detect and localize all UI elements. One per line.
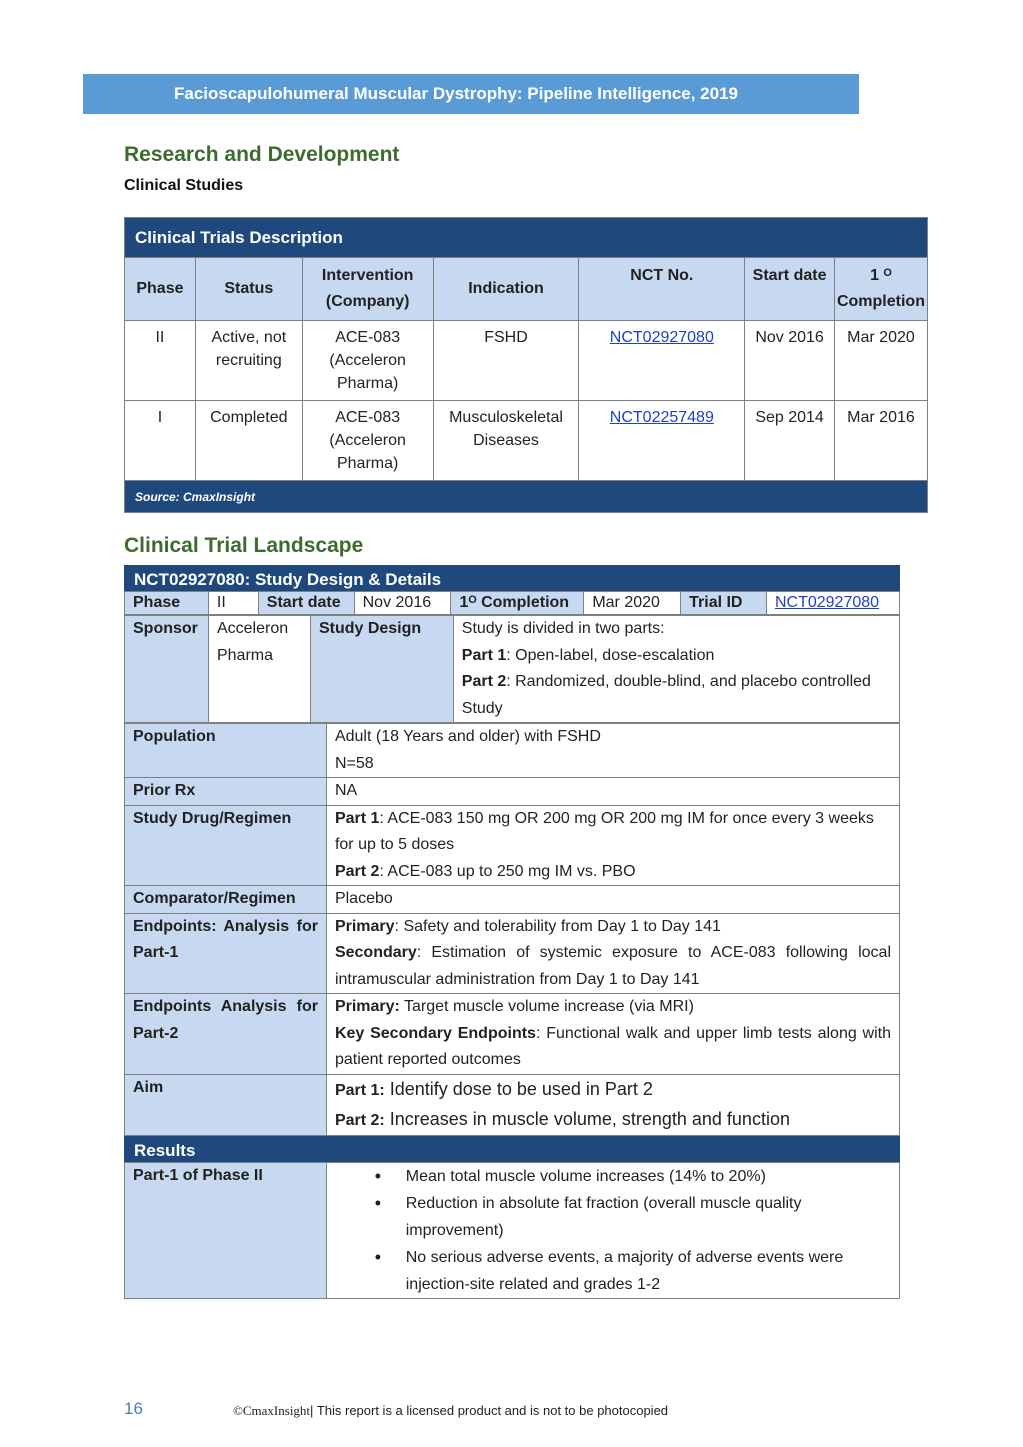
aim-part1-text: Identify dose to be used in Part 2 — [384, 1078, 653, 1099]
start-date-value: Nov 2016 — [354, 592, 451, 615]
study-design-label: Study Design — [310, 616, 453, 723]
cell-status — [195, 321, 302, 401]
status-line: recruiting — [215, 352, 282, 369]
list-item: • Reduction in absolute fat fraction (overall muscle quality improvement) — [365, 1190, 891, 1244]
design-intro: Study is divided in two parts: — [461, 620, 665, 637]
phase-value: II — [208, 592, 258, 615]
status-line: Completed — [210, 409, 288, 426]
page-number: 16 — [124, 1399, 143, 1418]
cell-intervention — [302, 321, 433, 401]
intervention-line: ACE-083 — [335, 409, 401, 426]
ep1-primary-label: Primary — [334, 917, 395, 935]
header-intervention-line1: Intervention — [321, 267, 414, 284]
ep1-secondary-label: Secondary — [334, 944, 417, 961]
intervention-line: (Acceleron — [329, 432, 406, 449]
study-design-value — [453, 616, 899, 723]
aim-part2-label: Part 2: — [334, 1111, 385, 1129]
cell-start-date: Nov 2016 — [745, 321, 835, 401]
regimen-label: Study Drug/Regimen — [125, 805, 327, 886]
cell-completion: Mar 2016 — [834, 401, 927, 481]
header-status: Status — [195, 258, 302, 321]
population-line: N=58 — [334, 754, 374, 772]
header-indication: Indication — [433, 258, 579, 321]
results-value — [326, 1162, 899, 1298]
cell-indication — [433, 321, 579, 401]
aim-part2 — [335, 1105, 891, 1135]
table-source: Source: CmaxInsight — [125, 481, 928, 513]
ep1-secondary — [335, 940, 891, 993]
indication-line: Musculoskeletal — [449, 409, 563, 426]
section-subtitle: Clinical Studies — [124, 177, 244, 194]
footer-brand: ©CmaxInsight — [233, 1403, 311, 1418]
regimen-part1 — [335, 806, 891, 859]
trial-id-link[interactable]: NCT02927080 — [774, 594, 880, 611]
results-list — [335, 1163, 891, 1298]
header-nct: NCT No. — [579, 258, 745, 321]
aim-label: Aim — [125, 1074, 327, 1135]
comparator-label: Comparator/Regimen — [125, 886, 327, 914]
header-completion — [834, 258, 927, 321]
sponsor-label: Sponsor — [125, 616, 209, 723]
design-part1 — [462, 643, 891, 670]
regimen-part2-text: : ACE-083 up to 250 mg IM vs. PBO — [379, 862, 636, 880]
header-completion-line1: 1 ᴼ — [870, 267, 892, 284]
ep1-secondary-text: : Estimation of systemic exposure to ACE-083 following local intramuscular administration from Day 1 to Day 141 — [334, 944, 891, 988]
footer-notice — [233, 1403, 668, 1419]
study-details — [124, 723, 900, 1136]
results-header: Results — [124, 1136, 900, 1162]
completion-value: Mar 2020 — [584, 592, 681, 615]
ep1-primary-text: : Safety and tolerability from Day 1 to Day 141 — [394, 917, 721, 935]
design-part2-label: Part 2 — [461, 673, 507, 690]
cell-nct — [579, 401, 745, 481]
intervention-line: ACE-083 — [335, 329, 401, 346]
regimen-value — [326, 805, 899, 886]
regimen-part1-text: : ACE-083 150 mg OR 200 mg OR 200 mg IM for once every 3 weeks for up to 5 doses — [334, 809, 874, 853]
report-banner: Facioscapulohumeral Muscular Dystrophy: Pipeline Intelligence, 2019 — [83, 74, 859, 114]
study-summary-row — [124, 591, 900, 615]
aim-part1-label: Part 1: — [334, 1081, 385, 1099]
design-part2 — [462, 669, 891, 722]
population-label: Population — [125, 724, 327, 778]
comparator-value: Placebo — [326, 886, 899, 914]
list-item: • Mean total muscle volume increases (14% to 20%) — [365, 1163, 891, 1190]
results-table — [124, 1162, 900, 1299]
footer-separator: | — [310, 1403, 314, 1418]
prior-rx-value: NA — [326, 778, 899, 806]
ep2-secondary-label: Key Secondary Endpoints — [334, 1024, 536, 1042]
population-value — [326, 724, 899, 778]
completion-label: 1ᴼ Completion — [451, 592, 584, 615]
intervention-line: Pharma) — [336, 455, 399, 472]
design-part1-label: Part 1 — [461, 646, 507, 664]
trial-id-label: Trial ID — [681, 592, 767, 615]
status-line: Active, not — [211, 329, 287, 346]
results-label: Part-1 of Phase II — [125, 1162, 327, 1298]
endpoints-part2-value — [326, 994, 899, 1075]
sponsor-line: Pharma — [216, 646, 274, 664]
indication-line: Diseases — [473, 432, 539, 449]
nct-link[interactable]: NCT02927080 — [609, 329, 714, 346]
cell-indication — [433, 401, 579, 481]
sponsor-value — [208, 616, 310, 723]
table-row — [125, 321, 928, 401]
population-line: Adult (18 Years and older) with FSHD — [334, 728, 601, 745]
aim-part1 — [335, 1075, 891, 1105]
landscape-title: Clinical Trial Landscape — [124, 534, 364, 557]
regimen-part1-label: Part 1 — [334, 809, 380, 827]
indication-line: FSHD — [484, 329, 528, 346]
header-start-date: Start date — [745, 258, 835, 321]
ep2-secondary-text: : Functional walk and upper limb tests along with patient reported outcomes — [334, 1024, 891, 1068]
table-title: Clinical Trials Description — [125, 218, 928, 258]
footer-notice-text: This report is a licensed product and is not to be photocopied — [313, 1403, 669, 1418]
sponsor-design-row — [124, 615, 900, 723]
ep2-primary-text: Target muscle volume increase (via MRI) — [399, 998, 694, 1015]
cell-completion: Mar 2020 — [834, 321, 927, 401]
cell-start-date: Sep 2014 — [745, 401, 835, 481]
start-date-label: Start date — [258, 592, 354, 615]
study-header: NCT02927080: Study Design & Details — [124, 565, 900, 591]
endpoints-part1-value — [326, 913, 899, 994]
prior-rx-label: Prior Rx — [125, 778, 327, 806]
header-intervention-line2: (Company) — [325, 293, 410, 310]
regimen-part2 — [335, 859, 891, 886]
ep2-primary-label: Primary: — [334, 998, 400, 1015]
ep1-primary — [335, 914, 891, 941]
cell-phase: II — [125, 321, 196, 401]
header-completion-line2: Completion — [836, 293, 925, 310]
clinical-trials-table — [124, 217, 928, 513]
list-item: • No serious adverse events, a majority of adverse events were injection-site related and grades 1-2 — [365, 1244, 891, 1298]
aim-value — [326, 1074, 899, 1135]
table-row — [125, 401, 928, 481]
phase-label: Phase — [125, 592, 209, 615]
header-phase: Phase — [125, 258, 196, 321]
design-part2-text: : Randomized, double-blind, and placebo controlled Study — [461, 673, 871, 717]
ep2-primary — [335, 994, 891, 1021]
endpoints-part2-label: Endpoints Analysis for Part-2 — [125, 994, 327, 1075]
regimen-part2-label: Part 2 — [334, 862, 380, 880]
nct-link[interactable]: NCT02257489 — [609, 409, 714, 426]
ep2-secondary — [335, 1021, 891, 1074]
header-intervention — [302, 258, 433, 321]
section-title: Research and Development — [124, 143, 400, 166]
cell-status — [195, 401, 302, 481]
intervention-line: Pharma) — [336, 375, 399, 392]
sponsor-line: Acceleron — [216, 620, 289, 637]
cell-nct — [579, 321, 745, 401]
trial-id-cell — [766, 592, 899, 615]
cell-intervention — [302, 401, 433, 481]
design-part1-text: : Open-label, dose-escalation — [506, 646, 715, 664]
study-design-table — [124, 565, 900, 1299]
cell-phase: I — [125, 401, 196, 481]
intervention-line: (Acceleron — [329, 352, 406, 369]
aim-part2-text: Increases in muscle volume, strength and function — [384, 1108, 790, 1129]
endpoints-part1-label: Endpoints: Analysis for Part-1 — [125, 913, 327, 994]
